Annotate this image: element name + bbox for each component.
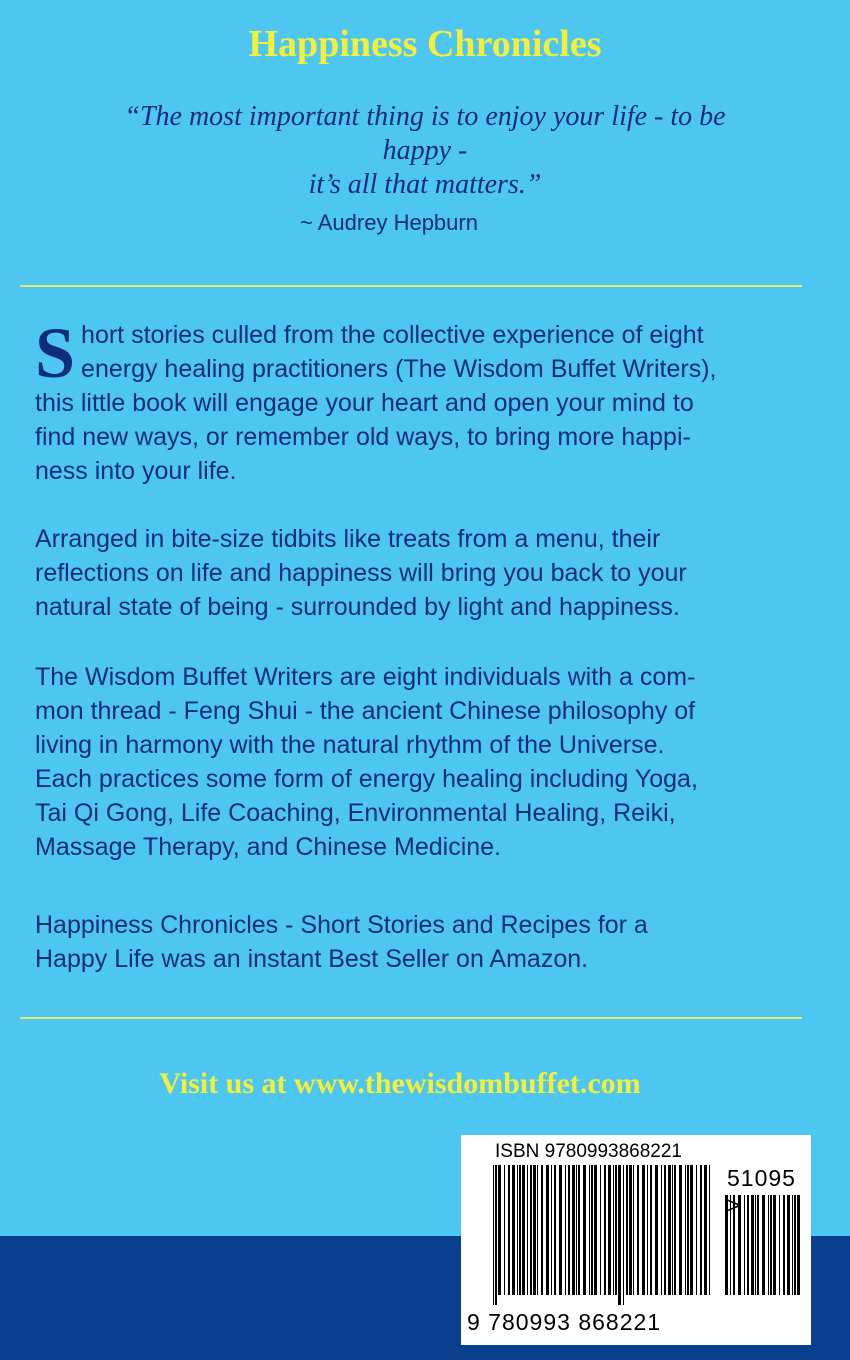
isbn-barcode xyxy=(461,1135,811,1345)
paragraph-line: Arranged in bite-size tidbits like treats from a menu, their xyxy=(35,525,661,553)
barcode-bar xyxy=(493,1165,494,1305)
quote-line: “The most important thing is to enjoy your life - to be xyxy=(124,101,726,132)
paragraph-line: reflections on life and happiness will bring you back to your xyxy=(35,559,687,587)
paragraph-line: living in harmony with the natural rhythm of the Universe. xyxy=(35,731,665,759)
paragraph-line: natural state of being - surrounded by light and happiness. xyxy=(35,593,680,621)
divider-top xyxy=(20,285,802,287)
barcode-bar xyxy=(546,1165,549,1295)
barcode-bar xyxy=(559,1165,562,1295)
barcode-bar xyxy=(674,1165,676,1295)
barcode-bar xyxy=(629,1165,632,1295)
barcode-bar xyxy=(508,1165,510,1295)
barcode-bars xyxy=(493,1165,713,1305)
barcode-bar xyxy=(578,1165,580,1295)
paragraph-arranged xyxy=(35,522,805,624)
barcode-bar xyxy=(700,1165,702,1295)
barcode-bar xyxy=(495,1165,497,1305)
paragraph-line: find new ways, or remember old ways, to bring more happi- xyxy=(35,423,691,451)
barcode-bar xyxy=(576,1165,577,1295)
paragraph-line: this little book will engage your heart and open your mind to xyxy=(35,389,694,417)
barcode-bar xyxy=(733,1195,735,1295)
barcode-bar xyxy=(770,1195,772,1295)
barcode-bar xyxy=(797,1195,800,1295)
barcode-bar xyxy=(709,1165,710,1295)
barcode-bar xyxy=(779,1195,780,1295)
barcode-bar xyxy=(615,1165,617,1295)
barcode-bar xyxy=(704,1165,707,1295)
drop-cap: S xyxy=(35,313,76,393)
paragraph-bestseller xyxy=(35,908,805,976)
barcode-bar xyxy=(668,1165,671,1295)
quote-line: happy - xyxy=(382,135,468,166)
barcode-bar xyxy=(633,1165,634,1295)
barcode-bar xyxy=(626,1165,628,1295)
paragraph-line: Happiness Chronicles - Short Stories and Recipes for a xyxy=(35,911,648,939)
barcode-bar xyxy=(792,1195,793,1295)
barcode-bar xyxy=(512,1165,515,1295)
barcode-bar xyxy=(533,1165,536,1295)
barcode-bar xyxy=(757,1195,759,1295)
barcode-bar xyxy=(589,1165,590,1295)
barcode-bar xyxy=(725,1195,728,1295)
barcode-bar xyxy=(751,1195,754,1295)
barcode-bar xyxy=(517,1165,518,1295)
addon-barcode-bars xyxy=(725,1195,803,1305)
website-link[interactable]: Visit us at www.thewisdombuffet.com xyxy=(159,1067,641,1100)
paragraph-intro xyxy=(35,313,805,488)
barcode-bar xyxy=(498,1165,501,1295)
barcode-bar xyxy=(664,1165,666,1295)
barcode-bar xyxy=(594,1165,597,1295)
barcode-bar xyxy=(730,1195,731,1295)
barcode-bar xyxy=(504,1165,505,1295)
barcode-bar xyxy=(554,1165,556,1295)
barcode-bar xyxy=(679,1165,682,1295)
barcode-bar xyxy=(787,1195,790,1295)
barcode-bar xyxy=(565,1165,566,1295)
paragraph-line: mon thread - Feng Shui - the ancient Chinese philosophy of xyxy=(35,697,696,725)
paragraph-line: Tai Qi Gong, Life Coaching, Environmental Healing, Reiki, xyxy=(35,799,676,827)
barcode-bar xyxy=(623,1165,624,1305)
barcode-bar xyxy=(747,1195,749,1295)
barcode-bar xyxy=(685,1165,686,1295)
paragraph-line: The Wisdom Buffet Writers are eight individuals with a com- xyxy=(35,663,696,691)
barcode-bar xyxy=(690,1165,693,1295)
barcode-bar xyxy=(530,1165,532,1295)
barcode-bar xyxy=(647,1165,648,1295)
barcode-bar xyxy=(583,1165,586,1295)
barcode-bar xyxy=(773,1195,776,1295)
paragraph-line: Massage Therapy, and Chinese Medicine. xyxy=(35,833,502,861)
paragraph-line: Each practices some form of energy healing including Yoga, xyxy=(35,765,698,793)
barcode-bar xyxy=(642,1165,645,1295)
barcode-bar xyxy=(537,1165,538,1295)
barcode-bar xyxy=(551,1165,552,1295)
barcode-bar xyxy=(637,1165,639,1295)
barcode-bar xyxy=(661,1165,662,1295)
barcode-bar xyxy=(519,1165,521,1295)
barcode-bar xyxy=(783,1195,785,1295)
barcode-bar xyxy=(604,1165,606,1295)
barcode-bar xyxy=(738,1195,741,1295)
book-title: Happiness Chronicles xyxy=(248,23,602,65)
barcode-bar xyxy=(527,1165,528,1295)
quote-author: ~ Audrey Hepburn xyxy=(300,210,478,235)
paragraph-line: Happy Life was an instant Best Seller on Amazon. xyxy=(35,945,589,973)
price-code: 51095 xyxy=(727,1165,796,1191)
barcode-bar xyxy=(655,1165,658,1295)
barcode-bar xyxy=(613,1165,614,1295)
isbn-digits: 9 780993 868221 xyxy=(467,1309,662,1335)
barcode-bar xyxy=(744,1195,745,1295)
divider-bottom xyxy=(20,1017,802,1019)
barcode-bar xyxy=(600,1165,601,1295)
barcode-bar xyxy=(687,1165,689,1295)
isbn-label: ISBN 9780993868221 xyxy=(495,1141,682,1162)
paragraph-line: hort stories culled from the collective experience of eight xyxy=(81,321,704,349)
barcode-bar xyxy=(568,1165,570,1295)
paragraph-line: energy healing practitioners (The Wisdom Buffet Writers), xyxy=(81,355,717,383)
barcode-bar xyxy=(572,1165,575,1295)
barcode-bar xyxy=(618,1165,621,1305)
barcode-bar xyxy=(672,1165,673,1295)
barcode-bar xyxy=(768,1195,769,1295)
barcode-bar xyxy=(522,1165,525,1295)
barcode-bar xyxy=(650,1165,652,1295)
barcode-bar xyxy=(696,1165,697,1295)
barcode-bar xyxy=(541,1165,543,1295)
barcode-bar xyxy=(794,1195,796,1295)
barcode-bar xyxy=(762,1195,765,1295)
barcode-bar xyxy=(591,1165,593,1295)
paragraph-writers xyxy=(35,660,805,864)
paragraph-line: ness into your life. xyxy=(35,457,237,485)
barcode-bar xyxy=(608,1165,611,1295)
barcode-bar xyxy=(755,1195,756,1295)
epigraph-quote xyxy=(60,100,790,202)
quote-line: it’s all that matters.” xyxy=(308,169,542,200)
